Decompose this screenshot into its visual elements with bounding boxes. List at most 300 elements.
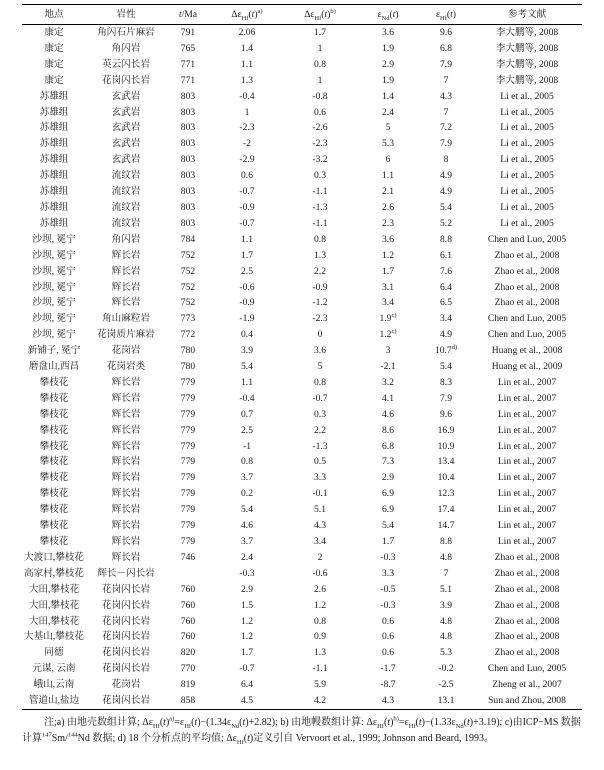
cell-delta-ehf-a: 0.4 — [241, 329, 253, 341]
table-row — [22, 89, 582, 105]
cell-delta-ehf-b: 1 — [317, 74, 323, 86]
cell-delta-ehf-a: 5.4 — [241, 361, 253, 373]
cell-age: 752 — [180, 297, 196, 309]
table-row — [22, 677, 582, 693]
cell-age: 779 — [180, 440, 196, 452]
cell-location: 新铺子, 冕宁 — [27, 345, 81, 357]
cell-end: 3.1 — [382, 281, 394, 293]
cell-delta-ehf-b: 0.8 — [314, 233, 326, 245]
cell-age: 803 — [180, 122, 196, 134]
cell-age: 772 — [180, 329, 196, 341]
cell-location: 苏雄组 — [39, 90, 69, 102]
cell-lithology: 英云闪长岩 — [102, 58, 150, 70]
cell-reference: Chen and Luo, 2005 — [487, 329, 567, 341]
cell-location: 沙坝, 冕宁 — [32, 297, 76, 309]
cell-ehf: 8.8 — [440, 233, 452, 245]
table-row — [22, 439, 582, 455]
cell-location: 沙坝, 冕宁 — [32, 249, 76, 261]
table-row — [22, 582, 582, 598]
cell-end: 1.7 — [382, 265, 394, 277]
cell-delta-ehf-a: -0.7 — [239, 663, 255, 675]
cell-end: -0.5 — [380, 583, 396, 595]
cell-delta-ehf-b: -2.3 — [312, 313, 328, 325]
cell-lithology: 花岗闪长岩 — [102, 631, 150, 643]
cell-ehf: 7.6 — [440, 265, 452, 277]
cell-location: 攀枝花 — [39, 456, 69, 468]
cell-ehf: 16.9 — [437, 424, 455, 436]
cell-delta-ehf-b: 0.6 — [314, 106, 326, 118]
cell-reference: Zhao et al., 2008 — [494, 647, 560, 659]
table-row — [22, 566, 582, 582]
cell-location: 攀枝花 — [39, 440, 69, 452]
cell-delta-ehf-a: 1.3 — [241, 74, 253, 86]
cell-age: 770 — [180, 663, 196, 675]
table-row — [22, 295, 582, 311]
cell-reference: Lin et al., 2007 — [497, 424, 557, 436]
table-row — [22, 136, 582, 152]
cell-delta-ehf-b: 1.3 — [314, 647, 326, 659]
cell-delta-ehf-b: -3.2 — [312, 154, 328, 166]
table-row — [22, 120, 582, 136]
cell-age: 779 — [180, 376, 196, 388]
cell-end: 1.1 — [382, 170, 394, 182]
table-row — [22, 614, 582, 630]
cell-delta-ehf-b: 5.1 — [314, 504, 326, 516]
cell-delta-ehf-b: 0.9 — [314, 631, 326, 643]
cell-delta-ehf-b: 0.3 — [314, 170, 326, 182]
cell-end: 4.6 — [382, 408, 394, 420]
cell-reference: Li et al., 2005 — [500, 217, 554, 229]
cell-location: 苏雄组 — [39, 138, 69, 150]
cell-location: 攀枝花 — [39, 536, 69, 547]
cell-lithology: 玄武岩 — [111, 154, 141, 166]
cell-age: 803 — [180, 201, 196, 213]
cell-end: -2.1 — [380, 361, 396, 373]
table-row — [22, 375, 582, 391]
cell-location: 康定 — [44, 27, 64, 38]
cell-age: 779 — [180, 456, 196, 468]
header-ehf: $\varepsilon_{Hf}(t)$ — [436, 9, 456, 22]
cell-delta-ehf-a: 1.2 — [241, 631, 253, 643]
cell-delta-ehf-b: -2.3 — [312, 138, 328, 150]
cell-reference: Zheng et al., 2007 — [492, 679, 562, 691]
table-row — [22, 280, 582, 296]
cell-age: 779 — [180, 488, 196, 500]
table-row — [22, 407, 582, 423]
cell-age: 780 — [180, 361, 196, 373]
cell-location: 沙坝, 冕宁 — [32, 313, 76, 325]
cell-delta-ehf-b: 2.2 — [314, 424, 326, 436]
cell-reference: Zhao et al., 2008 — [494, 599, 560, 611]
cell-ehf: 7.2 — [440, 122, 452, 134]
cell-delta-ehf-a: 1.7 — [241, 647, 253, 659]
cell-lithology: 辉长岩 — [111, 488, 141, 500]
cell-ehf: 7 — [443, 74, 449, 86]
cell-age: 760 — [180, 631, 196, 643]
cell-end: 8.6 — [382, 424, 394, 436]
cell-location: 攀枝花 — [39, 392, 69, 404]
cell-delta-ehf-b: -1.1 — [312, 663, 328, 675]
cell-delta-ehf-b: -0.7 — [312, 392, 328, 404]
cell-lithology: 花岗闪长岩 — [102, 663, 150, 675]
cell-delta-ehf-a: 1.1 — [241, 233, 253, 245]
cell-reference: Huang et al., 2009 — [491, 361, 563, 373]
cell-location: 苏雄组 — [39, 217, 69, 229]
cell-reference: 李大鹏等, 2008 — [495, 58, 559, 70]
cell-reference: Chen and Luo, 2005 — [487, 663, 567, 675]
cell-reference: 李大鹏等, 2008 — [495, 42, 559, 54]
cell-delta-ehf-b: 0 — [317, 329, 323, 341]
table-row — [22, 454, 582, 470]
cell-end: 5.3 — [382, 138, 394, 150]
cell-age: 779 — [180, 424, 196, 436]
cell-delta-ehf-a: 2.9 — [241, 583, 253, 595]
cell-age: 803 — [180, 217, 196, 229]
cell-age: 752 — [180, 249, 196, 261]
cell-delta-ehf-b: -1.3 — [312, 201, 328, 213]
cell-lithology: 辉长岩 — [111, 249, 141, 261]
cell-age — [166, 566, 210, 582]
cell-ehf: 9.6 — [440, 408, 452, 420]
cell-reference: Chen and Luo, 2005 — [487, 313, 567, 325]
cell-lithology: 辉长岩 — [111, 376, 141, 388]
cell-reference: Lin et al., 2007 — [497, 504, 557, 516]
cell-ehf: 10.9 — [437, 440, 455, 452]
cell-age: 746 — [180, 551, 196, 563]
cell-ehf: 13.1 — [437, 695, 455, 707]
cell-age: 760 — [180, 599, 196, 611]
cell-reference: Chen and Luo, 2005 — [487, 233, 567, 245]
cell-end: 5.4 — [382, 520, 394, 532]
cell-delta-ehf-b: 3.3 — [314, 472, 326, 484]
cell-age: 752 — [180, 281, 196, 293]
cell-delta-ehf-b: -2.6 — [312, 122, 328, 134]
cell-ehf: 4.8 — [440, 551, 452, 563]
cell-age: 752 — [180, 265, 196, 277]
cell-ehf: -2.5 — [438, 679, 454, 691]
cell-reference: 李大鹏等, 2008 — [495, 27, 559, 38]
cell-reference: Lin et al., 2007 — [497, 488, 557, 500]
cell-age: 780 — [180, 345, 196, 357]
cell-location: 苏雄组 — [39, 106, 69, 118]
cell-lithology: 辉长岩 — [111, 408, 141, 420]
cell-delta-ehf-b: 2.2 — [314, 265, 326, 277]
cell-location: 苏雄组 — [39, 170, 69, 182]
cell-location: 攀枝花 — [39, 488, 69, 500]
cell-lithology: 辉长岩 — [111, 265, 141, 277]
cell-delta-ehf-a: -0.9 — [239, 297, 255, 309]
cell-lithology: 流纹岩 — [111, 170, 141, 182]
cell-end: 3.4 — [382, 297, 394, 309]
cell-lithology: 角闪石片麻岩 — [97, 27, 155, 38]
table-row — [22, 73, 582, 89]
cell-delta-ehf-a: 1.5 — [241, 599, 253, 611]
cell-lithology: 花岗闪长岩 — [102, 583, 150, 595]
cell-ehf: 4.8 — [440, 615, 452, 627]
cell-delta-ehf-a: -0.4 — [239, 90, 255, 102]
cell-ehf: 6.5 — [440, 297, 452, 309]
cell-delta-ehf-a: 3.7 — [241, 536, 253, 547]
cell-location: 元谋, 云南 — [32, 663, 76, 675]
cell-age: 803 — [180, 170, 196, 182]
cell-delta-ehf-a: 1 — [244, 106, 250, 118]
table-row — [22, 216, 582, 232]
cell-age: 773 — [180, 313, 196, 325]
cell-age: 779 — [180, 392, 196, 404]
cell-ehf: -0.2 — [438, 663, 454, 675]
table-row — [22, 534, 582, 550]
cell-end: -8.7 — [380, 679, 396, 691]
cell-delta-ehf-a: 0.6 — [241, 170, 253, 182]
table-row — [22, 168, 582, 184]
table-row — [22, 629, 582, 645]
cell-location: 苏雄组 — [39, 201, 69, 213]
cell-ehf: 5.4 — [440, 361, 452, 373]
cell-delta-ehf-b: 3.4 — [314, 536, 326, 547]
cell-delta-ehf-a: 6.4 — [241, 679, 253, 691]
cell-delta-ehf-b: 1.7 — [314, 27, 326, 38]
cell-ehf: 9.6 — [440, 27, 452, 38]
table-row — [22, 470, 582, 486]
cell-lithology: 辉长岩 — [111, 297, 141, 309]
cell-delta-ehf-a: -0.9 — [239, 201, 255, 213]
cell-end: 2.3 — [382, 217, 394, 229]
cell-reference: Zhao et al., 2008 — [494, 265, 560, 277]
cell-age: 760 — [180, 583, 196, 595]
cell-location: 攀枝花 — [39, 408, 69, 420]
cell-location: 大渡口,攀枝花 — [24, 551, 84, 563]
table-row — [22, 359, 582, 375]
cell-age: 779 — [180, 408, 196, 420]
cell-end: 6.8 — [382, 440, 394, 452]
cell-end: 1.7 — [382, 536, 394, 547]
cell-reference: Lin et al., 2007 — [497, 536, 557, 547]
cell-age: 784 — [180, 233, 196, 245]
cell-delta-ehf-a: 1.1 — [241, 376, 253, 388]
cell-delta-ehf-a: 4.6 — [241, 520, 253, 532]
cell-location: 磨盘山,西昌 — [28, 361, 80, 373]
cell-end: 3.2 — [382, 376, 394, 388]
cell-age: 771 — [180, 58, 196, 70]
cell-delta-ehf-b: 5 — [317, 361, 323, 373]
cell-location: 攀枝花 — [39, 424, 69, 436]
cell-ehf: 5.2 — [440, 217, 452, 229]
cell-lithology: 辉长岩 — [111, 504, 141, 516]
cell-lithology: 花岗闪长岩 — [102, 615, 150, 627]
cell-end: 2.1 — [382, 186, 394, 198]
cell-end: 2.6 — [382, 201, 394, 213]
cell-location: 大田,攀枝花 — [28, 615, 80, 627]
cell-end: 4.1 — [382, 392, 394, 404]
cell-delta-ehf-a: 1.1 — [241, 58, 253, 70]
cell-lithology: 玄武岩 — [111, 106, 141, 118]
cell-age: 779 — [180, 520, 196, 532]
cell-delta-ehf-a: 5.4 — [241, 504, 253, 516]
cell-lithology: 流纹岩 — [111, 186, 141, 198]
cell-reference: Zhao et al., 2008 — [494, 615, 560, 627]
cell-delta-ehf-b: 4.3 — [314, 520, 326, 532]
cell-delta-ehf-a: -1.9 — [239, 313, 255, 325]
cell-reference: Lin et al., 2007 — [497, 456, 557, 468]
cell-age: 765 — [180, 42, 196, 54]
header-delta-ehf-a: $\Delta\varepsilon_{Hf}(t)^{a)}$ — [231, 7, 263, 22]
cell-end: -0.3 — [380, 551, 396, 563]
cell-end: 6.9 — [382, 488, 394, 500]
cell-lithology: 辉长岩 — [111, 536, 141, 547]
cell-delta-ehf-a: 4.5 — [241, 695, 253, 707]
table-footnote: 注;a) 由地壳数组计算; $\Delta\varepsilon_{Hf}(t)^{a)}=\varepsilon_{Hf}(t)-(1.34\varepsilon_{Nd}(t)+2.82)$; b) 由地幔数组计算: $\Delta\varepsilon_{Hf}(t)^{b)}=\varepsilon_{Hf}(t)-(1.33\varepsilon_{Nd}(t)+3.19)$; c)由ICP−MS 数据计算$^{147}$Sm/$^{144}$Nd 数据; d) 18 个分析点的平均值; $\Delta\varepsilon_{Hf}(t)$定义引自 Vervoort et al., 1999; Johnson and Beard, 1993。 — [22, 715, 581, 746]
cell-lithology: 角山麻粒岩 — [102, 313, 150, 325]
cell-age: 820 — [180, 647, 196, 659]
cell-ehf: 7 — [443, 106, 449, 118]
cell-ehf: 12.3 — [437, 488, 455, 500]
isotope-data-table — [22, 4, 582, 710]
cell-reference: Sun and Zhou, 2008 — [488, 695, 566, 707]
cell-lithology: 花岗闪长岩 — [102, 599, 150, 611]
cell-lithology: 角闪岩 — [111, 42, 141, 54]
cell-location: 苏雄组 — [39, 186, 69, 198]
cell-age: 771 — [180, 74, 196, 86]
cell-end: 3.6 — [382, 233, 394, 245]
cell-ehf: 4.9 — [440, 186, 452, 198]
cell-delta-ehf-b: 2 — [317, 551, 323, 563]
table-body — [22, 25, 582, 710]
cell-end: 5 — [385, 122, 391, 134]
cell-lithology: 辉长岩 — [111, 551, 141, 563]
cell-reference: Li et al., 2005 — [500, 154, 554, 166]
cell-lithology: 辉长岩 — [111, 440, 141, 452]
cell-lithology: 角闪岩 — [111, 233, 141, 245]
cell-ehf: 13.4 — [437, 456, 455, 468]
table-row — [22, 343, 582, 359]
cell-delta-ehf-a: 1.2 — [241, 615, 253, 627]
cell-delta-ehf-a: -1 — [243, 440, 251, 452]
cell-delta-ehf-a: -0.7 — [239, 217, 255, 229]
cell-location: 攀枝花 — [39, 376, 69, 388]
cell-ehf: 8 — [443, 154, 449, 166]
cell-lithology: 流纹岩 — [111, 201, 141, 213]
cell-end: 2.9 — [382, 472, 394, 484]
cell-location: 苏雄组 — [39, 154, 69, 166]
cell-reference: Li et al., 2005 — [500, 201, 554, 213]
cell-reference: Zhao et al., 2008 — [494, 297, 560, 309]
cell-delta-ehf-b: 5.9 — [314, 679, 326, 691]
cell-end: 2.4 — [382, 106, 394, 118]
cell-ehf: 10.7$^{d)}$ — [434, 343, 458, 357]
cell-lithology: 花岗闪长岩 — [102, 647, 150, 659]
cell-location: 沙坝, 冕宁 — [32, 233, 76, 245]
cell-lithology: 玄武岩 — [111, 90, 141, 102]
cell-location: 康定 — [44, 42, 64, 54]
cell-ehf: 5.4 — [440, 201, 452, 213]
cell-delta-ehf-b: 0.5 — [314, 456, 326, 468]
cell-delta-ehf-b: 3.6 — [314, 345, 326, 357]
table-row — [22, 486, 582, 502]
cell-delta-ehf-b: 0.8 — [314, 615, 326, 627]
table-row — [22, 264, 582, 280]
cell-age: 803 — [180, 106, 196, 118]
cell-ehf: 3.4 — [440, 313, 452, 325]
cell-location: 攀枝花 — [39, 504, 69, 516]
header-reference: 参考文献 — [507, 9, 547, 20]
table-row — [22, 693, 582, 709]
cell-age: 803 — [180, 154, 196, 166]
cell-delta-ehf-a: 2.4 — [241, 551, 253, 563]
cell-ehf: 4.9 — [440, 329, 452, 341]
cell-age: 858 — [180, 695, 196, 707]
cell-end: 3.3 — [382, 567, 394, 579]
cell-lithology: 辉长岩 — [111, 520, 141, 532]
cell-reference: Huang et al., 2008 — [491, 345, 563, 357]
cell-location: 沙坝, 冕宁 — [32, 265, 76, 277]
cell-lithology: 玄武岩 — [111, 138, 141, 150]
cell-lithology: 辉长岩 — [111, 472, 141, 484]
cell-age: 803 — [180, 90, 196, 102]
cell-reference: Li et al., 2005 — [500, 90, 554, 102]
cell-age: 779 — [180, 536, 196, 547]
cell-location: 沙坝, 冕宁 — [32, 281, 76, 293]
table-row — [22, 200, 582, 216]
cell-location: 苏雄组 — [39, 122, 69, 134]
cell-lithology: 流纹岩 — [111, 217, 141, 229]
cell-delta-ehf-b: 1 — [317, 42, 323, 54]
cell-reference: Li et al., 2005 — [500, 170, 554, 182]
cell-end: 6 — [385, 154, 391, 166]
cell-delta-ehf-a: 0.2 — [241, 488, 253, 500]
cell-delta-ehf-b: -1.2 — [312, 297, 328, 309]
cell-lithology: 辉长岩 — [111, 456, 141, 468]
cell-delta-ehf-b: -1.1 — [312, 217, 328, 229]
cell-lithology: 玄武岩 — [111, 122, 141, 134]
cell-delta-ehf-a: 0.8 — [241, 456, 253, 468]
cell-delta-ehf-b: 1.3 — [314, 249, 326, 261]
cell-reference: Zhao et al., 2008 — [494, 631, 560, 643]
cell-delta-ehf-a: 0.7 — [241, 408, 253, 420]
cell-delta-ehf-a: -0.4 — [239, 392, 255, 404]
cell-reference: Lin et al., 2007 — [497, 472, 557, 484]
table-row — [22, 598, 582, 614]
cell-end: 1.9 — [382, 74, 394, 86]
cell-reference: Zhao et al., 2008 — [494, 281, 560, 293]
cell-end: 1.9 — [382, 42, 394, 54]
cell-lithology: 花岗质片麻岩 — [97, 329, 155, 341]
cell-ehf: 7 — [443, 567, 449, 579]
table-header — [22, 5, 582, 25]
header-end: $\varepsilon_{Nd}(t)$ — [377, 9, 399, 22]
table-row — [22, 327, 582, 343]
cell-end: 6.9 — [382, 504, 394, 516]
cell-reference: Lin et al., 2007 — [497, 408, 557, 420]
header-lithology: 岩性 — [116, 9, 136, 20]
cell-delta-ehf-a: -0.3 — [239, 567, 255, 579]
cell-delta-ehf-b: 1.2 — [314, 599, 326, 611]
cell-lithology: 花岗闪长岩 — [102, 695, 150, 707]
table-row — [22, 41, 582, 57]
cell-delta-ehf-a: -2.3 — [239, 122, 255, 134]
cell-delta-ehf-b: -1.1 — [312, 186, 328, 198]
cell-age: 803 — [180, 138, 196, 150]
cell-lithology: 花岗岩类 — [106, 361, 146, 373]
table-row — [22, 518, 582, 534]
cell-location: 大田,攀枝花 — [28, 599, 80, 611]
cell-ehf: 17.4 — [437, 504, 455, 516]
cell-ehf: 6.8 — [440, 42, 452, 54]
table-row — [22, 57, 582, 73]
cell-lithology: 辉长岩 — [111, 281, 141, 293]
cell-end: -0.3 — [380, 599, 396, 611]
table-row — [22, 105, 582, 121]
cell-location: 康定 — [44, 74, 64, 86]
